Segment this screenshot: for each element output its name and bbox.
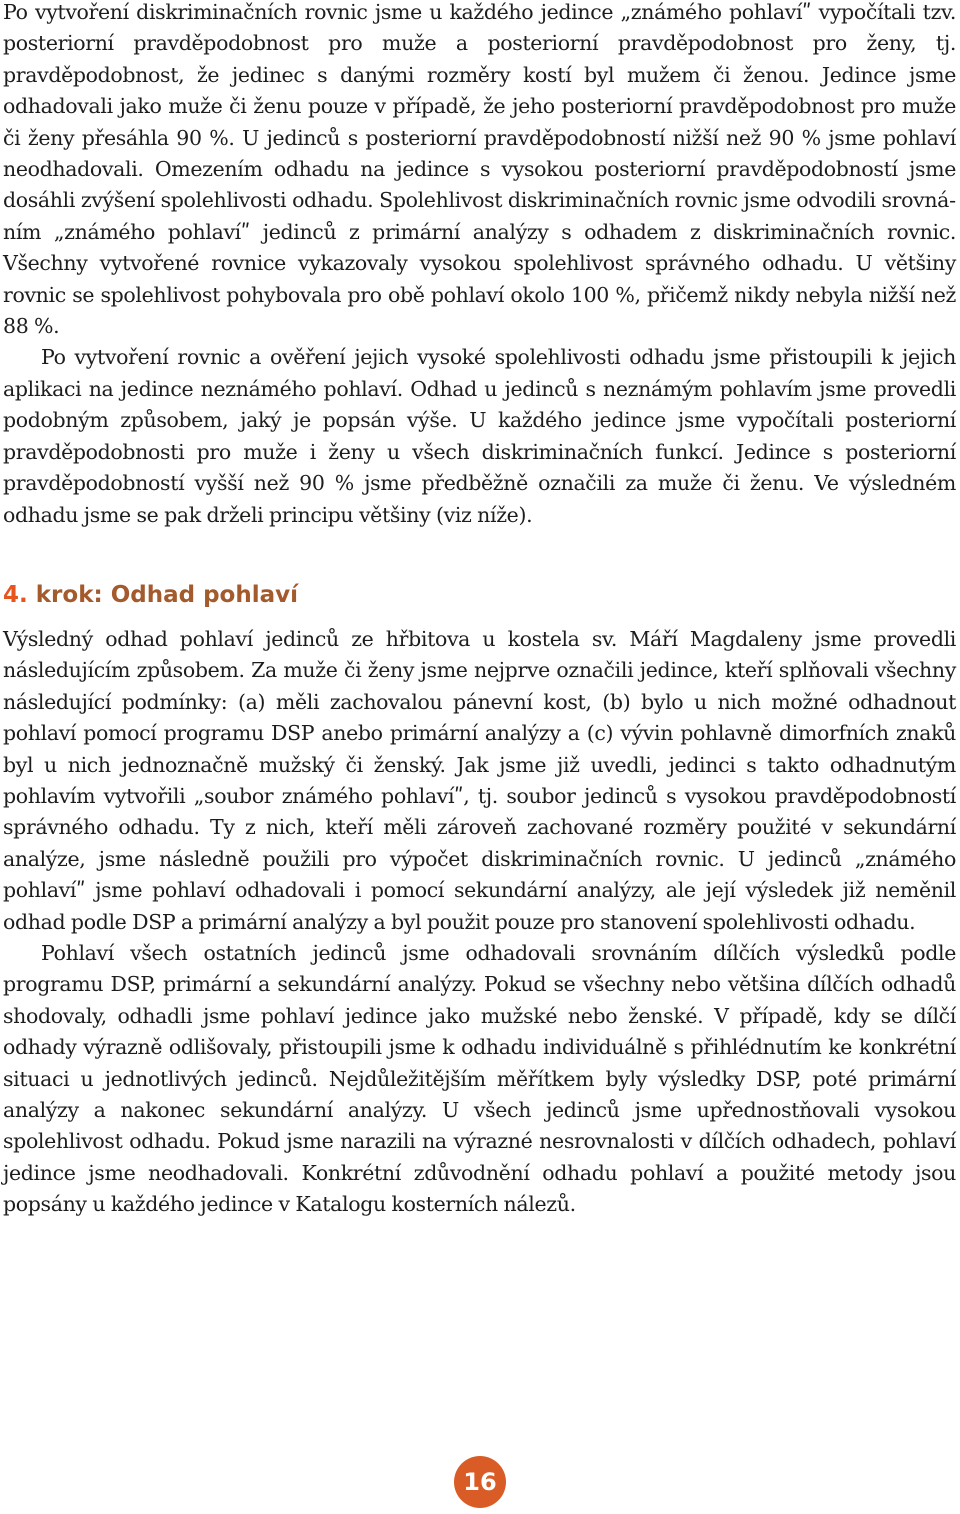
page-number-badge: 16 <box>454 1456 506 1508</box>
document-page <box>3 0 956 1221</box>
section-title: krok: Odhad pohlaví <box>35 581 299 608</box>
body-paragraph-1: Po vytvoření diskriminačních rovnic jsme u každého jedince „známého pohlavíʺ vypočítali tzv. posteriorní pravděpodobnost pro muže a posteriorní pravděpodobnost pro ženy, tj. pravděpodobnost, že jedinec s danými rozměry kostí byl mužem či ženou. Jedince jsme odhadovali jako muže či ženu pouze v případě, že jeho posteriorní pravděpodobnost pro muže či ženy přesáhla 90 %. U jedinců s posteriorní pravděpodobností nižší než 90 % jsme pohlaví neodhadovali. Omezením odhadu na jedince s vysokou posteriorní pravděpodobností jsme dosáhli zvýšení spolehlivosti odhadu. Spolehlivost diskriminačních rovnic jsme odvodili srovnáním „známého pohlavíʺ jedinců z primární analýzy s odhadem z diskriminačních rovnic. Všechny vytvořené rovnice vykazovaly vysokou spolehlivost správného odhadu. U většiny rovnic se spolehlivost pohybovala pro obě pohlaví okolo 100 %, přičemž nikdy nebyla nižší než 88 %. <box>3 0 956 339</box>
body-paragraph-4: Pohlaví všech ostatních jedinců jsme odhadovali srovnáním dílčích výsledků podle programu DSP, primární a sekundární analýzy. Pokud se všechny nebo většina dílčích odhadů shodovaly, odhadli jsme pohlaví jedince jako mužské nebo ženské. V případě, kdy se dílčí odhady výrazně odlišovaly, přistoupili jsme k odhadu individuálně s přihlédnutím ke konkrétní situaci u jednotlivých jedinců. Nejdůležitějším měřítkem byly výsledky DSP, poté primární analýzy a nakonec sekundární analýzy. U všech jedinců jsme upřednostňovali vysokou spolehlivost odhadu. Pokud jsme narazili na výrazné nesrovnalosti v dílčích odhadech, pohlaví jedince jsme neodhadovali. Konkrétní zdůvodnění odhadu pohlaví a použité metody jsou popsány u každého jedince v Katalogu kosterních nálezů. <box>3 940 956 1217</box>
section-number: 4. <box>3 581 28 608</box>
section-heading <box>3 580 956 611</box>
body-paragraph-2: Po vytvoření rovnic a ověření jejich vysoké spolehlivosti odhadu jsme přistoupili k jejich aplikaci na jedince neznámého pohlaví. Odhad u jedinců s neznámým pohlavím jsme provedli podobným způsobem, jaký je popsán výše. U každého jedince jsme vypočítali posteriorní pravděpodobnosti pro muže i ženy u všech diskriminačních funkcí. Jedince s posteriorní pravděpodobností vyšší než 90 % jsme předběžně označili za muže či ženu. Ve výsledném odhadu jsme se pak drželi principu většiny (viz níže). <box>3 345 956 527</box>
body-paragraph-3: Výsledný odhad pohlaví jedinců ze hřbitova u kostela sv. Máří Magdaleny jsme provedli následujícím způsobem. Za muže či ženy jsme nejprve označili jedince, kteří splňovali všechny následující podmínky: (a) měli zachovalou pánevní kost, (b) bylo u nich možné odhadnout pohlaví pomocí programu DSP anebo primární analýzy a (c) vývin pohlavně dimorfních znaků byl u nich jednoznačně mužský či ženský. Jak jsme již uvedli, jedinci s takto odhadnutým pohlavím vytvořili „soubor známého pohlavíʺ, tj. soubor jedinců s vysokou pravděpodobností správného odhadu. Ty z nich, kteří měli zároveň zachované rozměry použité v sekundární analýze, jsme následně použili pro výpočet diskriminačních rovnic. U jedinců „známého pohlavíʺ jsme pohlaví odhadovali i pomocí sekundární analýzy, ale její výsledek již neměnil odhad podle DSP a primární analýzy a byl použit pouze pro stanovení spolehlivosti odhadu. <box>3 626 956 934</box>
